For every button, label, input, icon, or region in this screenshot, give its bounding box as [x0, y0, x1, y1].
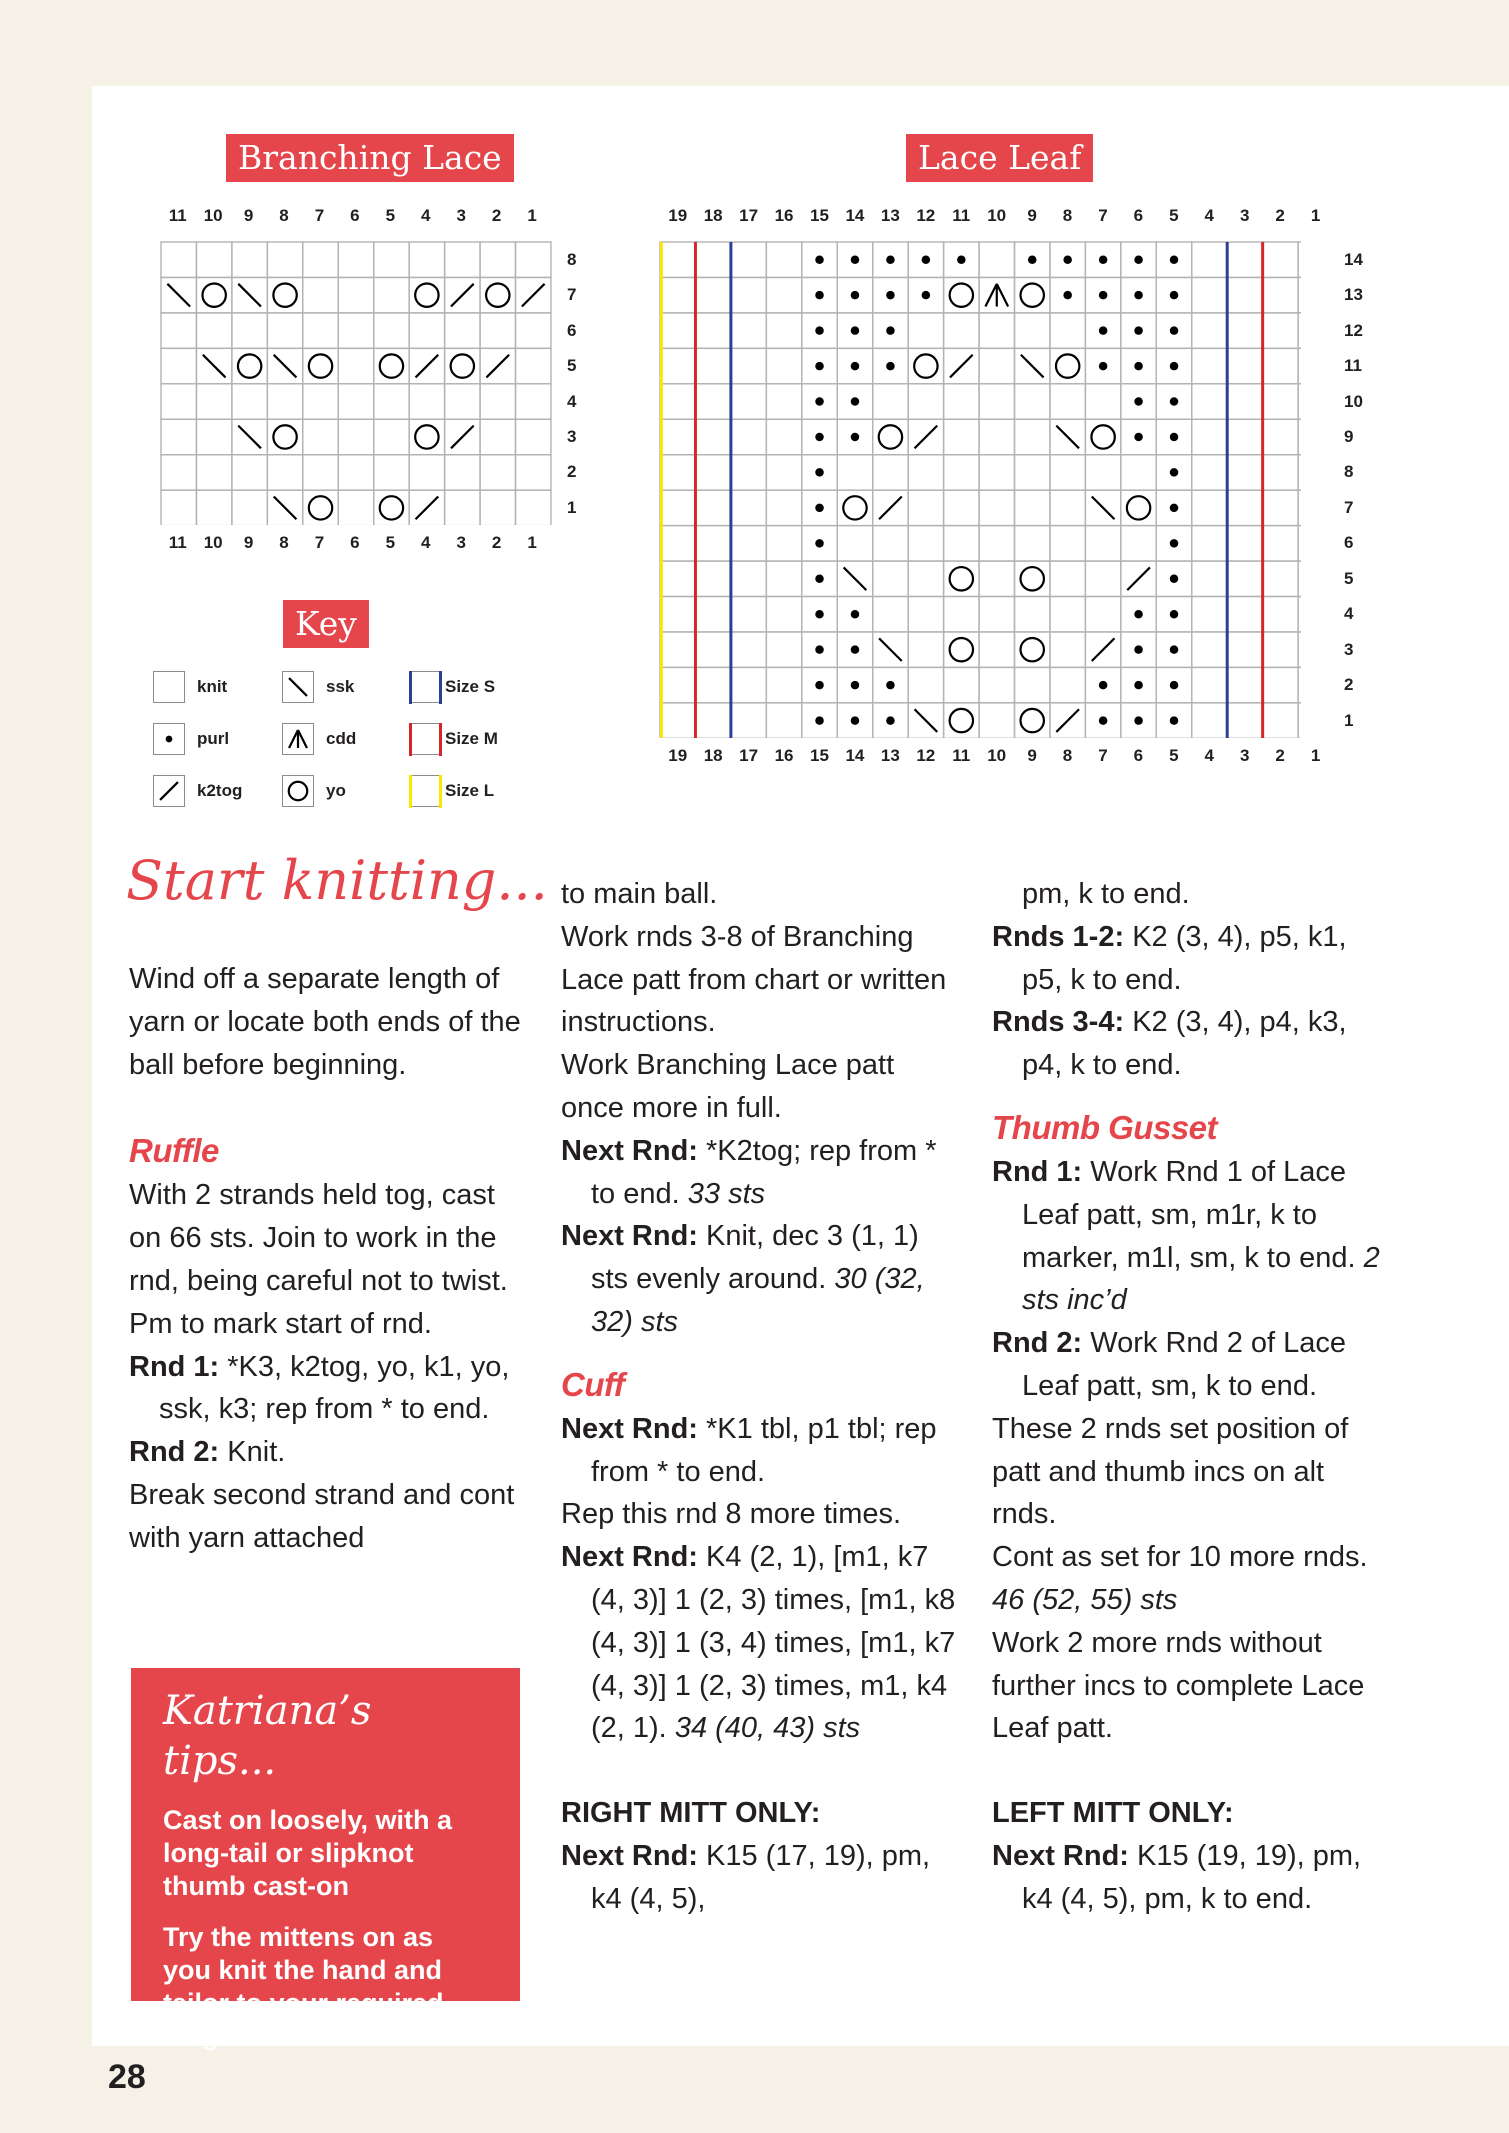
row-number: 8 — [567, 249, 577, 269]
key-label: k2tog — [197, 781, 243, 800]
ruffle-rnd-2 — [129, 1431, 534, 1474]
cdd-symbol — [289, 730, 307, 748]
stitch-number: 16 — [774, 746, 794, 765]
purl-symbol — [886, 255, 895, 264]
ruffle-cast-on: With 2 strands held tog, cast on 66 sts. Join to work in the rnd, being careful not to twist. Pm to mark start of rnd. — [129, 1179, 508, 1340]
key-label: purl — [197, 729, 230, 748]
rnd-label: Rnd 1: — [129, 1350, 220, 1383]
purl-symbol — [1170, 362, 1179, 371]
stitch-number: 8 — [279, 206, 289, 225]
stitch-number: 3 — [1239, 206, 1250, 225]
column-1 — [129, 958, 534, 1560]
row-number: 12 — [1344, 320, 1363, 340]
purl-symbol — [886, 326, 895, 335]
row-number: 9 — [1344, 426, 1354, 446]
stitch-number: 9 — [243, 533, 254, 552]
purl-symbol — [957, 255, 966, 264]
row-number: 2 — [1344, 675, 1354, 695]
row-number: 14 — [1344, 249, 1363, 269]
branching-lace-chart — [160, 241, 552, 525]
rnd-text: K2 (3, 4), p4, k3, p4, k to end. — [1022, 1006, 1347, 1082]
stitch-count: 33 sts — [687, 1177, 766, 1210]
purl-symbol — [1134, 291, 1143, 300]
stitch-number: 2 — [491, 533, 502, 552]
stitch-number: 15 — [810, 746, 829, 765]
purl-symbol — [851, 397, 860, 406]
rnd-text: K15 (17, 19), pm, k4 (4, 5), — [591, 1839, 931, 1915]
right-mitt-continued: pm, k to end. — [1022, 878, 1190, 910]
gusset-rnd-2 — [992, 1322, 1392, 1408]
stitch-number: 9 — [1027, 746, 1037, 765]
stitch-number: 3 — [1239, 746, 1250, 765]
rnd-label: Rnd 1: — [992, 1155, 1083, 1188]
purl-symbol — [851, 716, 860, 725]
row-number: 7 — [1344, 497, 1354, 517]
rnd-text: Knit. — [219, 1436, 286, 1469]
key-label: cdd — [326, 729, 357, 748]
right-mitt-next-rnd — [561, 1835, 961, 1921]
purl-symbol — [1134, 362, 1143, 371]
purl-symbol — [1063, 255, 1072, 264]
purl-symbol — [851, 362, 860, 371]
purl-symbol — [815, 362, 824, 371]
rnd-text: *K1 tbl, p1 tbl; rep from * to end. — [591, 1412, 937, 1488]
ruffle-break-strand: Break second strand and cont with yarn attached — [129, 1478, 515, 1554]
gusset-rnd-1 — [992, 1151, 1392, 1322]
purl-symbol — [1170, 326, 1179, 335]
yo-symbol — [289, 782, 307, 800]
purl-symbol — [1028, 255, 1037, 264]
rnds-3-4 — [992, 1001, 1392, 1087]
gusset-continue-text: Cont as set for 10 more rnds. — [992, 1541, 1368, 1574]
key-item-size-l — [409, 773, 494, 809]
purl-symbol — [851, 681, 860, 690]
purl-symbol — [1099, 291, 1108, 300]
stitch-number: 4 — [421, 206, 431, 225]
stitch-number: 9 — [1027, 206, 1037, 225]
stitch-number: 15 — [810, 206, 829, 225]
purl-symbol — [851, 610, 860, 619]
stitch-number: 6 — [1133, 206, 1144, 225]
tip-1: Cast on loosely, with a long-tail or slipknot thumb cast-on — [163, 1805, 453, 1901]
stitch-number: 10 — [987, 746, 1007, 765]
rnd-text: *K2tog; rep from * to end. — [591, 1134, 937, 1210]
purl-symbol — [815, 610, 824, 619]
right-mitt-heading: RIGHT MITT ONLY: — [561, 1797, 821, 1830]
thumb-gusset-heading: Thumb Gusset — [992, 1108, 1218, 1146]
row-number: 4 — [567, 391, 577, 411]
ssk-symbol — [289, 678, 307, 696]
stitch-number: 10 — [987, 206, 1007, 225]
stitch-number: 5 — [385, 206, 396, 225]
row-number: 13 — [1344, 285, 1363, 305]
purl-symbol — [1134, 326, 1143, 335]
rnd-label: Next Rnd: — [561, 1220, 698, 1253]
cuff-repeat: Rep this rnd 8 more times. — [561, 1498, 902, 1531]
purl-symbol — [1134, 681, 1143, 690]
purl-symbol — [815, 433, 824, 442]
row-number: 1 — [567, 497, 577, 517]
stitch-number: 18 — [703, 746, 723, 765]
stitch-number: 6 — [1133, 746, 1144, 765]
stitch-number: 1 — [1310, 206, 1321, 225]
purl-symbol — [1099, 326, 1108, 335]
stitch-number: 5 — [385, 533, 396, 552]
stitch-number: 2 — [491, 206, 502, 225]
ruffle-heading: Ruffle — [129, 1132, 219, 1170]
branching-lace-stitch-numbers-bottom — [160, 533, 550, 553]
purl-symbol — [1170, 681, 1179, 690]
key-item-yo — [282, 773, 346, 809]
rnd-label: Next Rnd: — [561, 1134, 698, 1167]
purl-symbol — [922, 291, 931, 300]
key-item-size-s — [409, 669, 495, 705]
stitch-number: 12 — [916, 746, 936, 765]
col2-work-rnds: Work rnds 3-8 of Branching Lace patt from chart or written instructions. — [561, 920, 947, 1039]
purl-symbol — [815, 575, 824, 584]
stitch-number: 12 — [916, 206, 936, 225]
lace-leaf-chart — [659, 241, 1301, 738]
purl-symbol — [815, 468, 824, 477]
purl-symbol — [1170, 397, 1179, 406]
key-swatch-size — [409, 671, 441, 703]
purl-symbol — [1134, 645, 1143, 654]
stitch-number: 1 — [1310, 746, 1321, 765]
stitch-number: 4 — [1204, 746, 1215, 765]
stitch-number: 11 — [168, 206, 187, 225]
key-swatch-cdd — [282, 723, 314, 755]
rnd-label: Next Rnd: — [561, 1412, 698, 1445]
col2-main-ball: to main ball. — [561, 878, 718, 910]
stitch-count: 46 (52, 55) sts — [992, 1583, 1178, 1616]
stitch-number: 4 — [421, 533, 431, 552]
col2-next-rnd-1 — [561, 1130, 961, 1216]
stitch-number: 11 — [952, 746, 971, 765]
rnd-text: K4 (2, 1), [m1, k7 (4, 3)] 1 (2, 3) times, [m1, k8 (4, 3)] 1 (3, 4) times, [m1, k7 (4, 3)] 1 (2, 3) times, m1, k4 (2, 1). — [591, 1541, 956, 1745]
key-swatch-size — [409, 723, 441, 755]
purl-symbol — [1134, 255, 1143, 264]
gusset-continue — [992, 1536, 1392, 1622]
purl-symbol — [815, 539, 824, 548]
branching-lace-title: Branching Lace — [226, 134, 514, 182]
row-number: 8 — [1344, 462, 1354, 482]
key-item-k2tog — [153, 773, 242, 809]
key-item-knit — [153, 669, 227, 705]
rnd-text: Knit, dec 3 (1, 1) sts evenly around. — [591, 1220, 919, 1296]
purl-symbol — [1063, 291, 1072, 300]
start-knitting-heading: Start knitting... — [126, 849, 548, 912]
purl-symbol — [1170, 575, 1179, 584]
row-number: 2 — [567, 462, 577, 482]
purl-symbol — [1099, 681, 1108, 690]
purl-symbol — [1099, 716, 1108, 725]
stitch-count: 34 (40, 43) sts — [674, 1712, 861, 1745]
purl-symbol — [815, 504, 824, 513]
column-2 — [561, 873, 961, 1921]
purl-symbol — [1099, 255, 1108, 264]
stitch-number: 8 — [1062, 746, 1073, 765]
purl-symbol — [815, 397, 824, 406]
purl-symbol — [1170, 291, 1179, 300]
rnd-label: Rnd 2: — [992, 1327, 1083, 1360]
stitch-number: 19 — [668, 746, 688, 765]
cuff-next-rnd-1 — [561, 1408, 961, 1494]
stitch-number: 7 — [314, 533, 325, 552]
stitch-number: 6 — [350, 533, 360, 552]
col2-next-rnd-2 — [561, 1215, 961, 1343]
purl-symbol — [1134, 433, 1143, 442]
gusset-set-position: These 2 rnds set position of patt and thumb incs on alt rnds. — [992, 1412, 1349, 1531]
tips-box — [131, 1668, 520, 2051]
stitch-number: 17 — [739, 746, 759, 765]
purl-symbol — [1134, 716, 1143, 725]
key-label: Size S — [445, 677, 496, 696]
key-label: Size M — [445, 729, 498, 748]
column-3 — [992, 873, 1392, 1921]
ruffle-rnd-1 — [129, 1346, 534, 1432]
key-swatch-k2tog — [153, 775, 185, 807]
rnd-text: K15 (19, 19), pm, k4 (4, 5), pm, k to end. — [1022, 1839, 1362, 1915]
rnd-label: Next Rnd: — [561, 1839, 698, 1872]
page-number: 28 — [108, 2058, 146, 2096]
rnd-label: Next Rnd: — [561, 1541, 698, 1574]
stitch-count: 30 (32, 32) sts — [591, 1263, 925, 1338]
row-number: 11 — [1344, 356, 1362, 376]
stitch-number: 5 — [1169, 206, 1179, 225]
rnd-text: Work Rnd 2 of Lace Leaf patt, sm, k to end. — [1022, 1327, 1347, 1402]
key-item-size-m — [409, 721, 498, 757]
cuff-heading: Cuff — [561, 1365, 625, 1403]
purl-symbol — [851, 326, 860, 335]
stitch-number: 11 — [168, 533, 187, 552]
stitch-number: 14 — [845, 206, 865, 225]
stitch-number: 7 — [1098, 206, 1108, 225]
purl-symbol — [815, 645, 824, 654]
tip-2: Try the mittens on as you knit the hand and tailor to your required length — [163, 1922, 444, 2051]
key-label: Size L — [445, 781, 495, 800]
row-number: 6 — [567, 320, 577, 340]
stitch-number: 9 — [243, 206, 254, 225]
purl-symbol — [851, 291, 860, 300]
stitch-number: 10 — [203, 533, 223, 552]
row-number: 4 — [1344, 604, 1354, 624]
purl-symbol — [886, 716, 895, 725]
purl-symbol — [886, 291, 895, 300]
key-item-purl — [153, 721, 229, 757]
row-number: 6 — [1344, 533, 1354, 553]
lace-leaf-stitch-numbers-top — [660, 206, 1333, 226]
purl-symbol — [886, 681, 895, 690]
row-number: 10 — [1344, 391, 1363, 411]
stitch-number: 6 — [350, 206, 360, 225]
key-item-cdd — [282, 721, 356, 757]
stitch-number: 7 — [314, 206, 325, 225]
branching-lace-stitch-numbers-top — [160, 206, 550, 226]
rnd-label: Rnds 3-4: — [992, 1006, 1125, 1039]
purl-symbol — [1170, 433, 1179, 442]
purl-symbol — [922, 255, 931, 264]
row-number: 5 — [1344, 568, 1354, 588]
rnd-text: *K3, k2tog, yo, k1, yo, ssk, k3; rep from * to end. — [159, 1350, 510, 1426]
purl-symbol — [851, 645, 860, 654]
purl-symbol — [1170, 645, 1179, 654]
stitch-number: 13 — [880, 746, 900, 765]
stitch-number: 1 — [527, 533, 537, 552]
key-swatch-yo — [282, 775, 314, 807]
purl-symbol — [815, 255, 824, 264]
purl-symbol — [815, 716, 824, 725]
purl-symbol — [1134, 397, 1143, 406]
stitch-number: 3 — [456, 533, 466, 552]
stitch-count: 2 sts inc’d — [1022, 1241, 1380, 1317]
purl-symbol — [1170, 610, 1179, 619]
key-label: yo — [326, 781, 346, 800]
stitch-number: 14 — [845, 746, 865, 765]
row-number: 1 — [1344, 710, 1354, 730]
rnd-label: Rnds 1-2: — [992, 920, 1125, 953]
stitch-number: 1 — [527, 206, 537, 225]
row-number: 3 — [1344, 639, 1354, 659]
k2tog-symbol — [160, 782, 178, 800]
key-label: knit — [197, 677, 228, 696]
rnd-text: K2 (3, 4), p5, k1, p5, k to end. — [1022, 920, 1347, 996]
gusset-complete: Work 2 more rnds without further incs to complete Lace Leaf patt. — [992, 1626, 1365, 1745]
row-number: 5 — [567, 356, 577, 376]
purl-symbol — [886, 362, 895, 371]
purl-symbol — [815, 681, 824, 690]
stitch-number: 13 — [880, 206, 900, 225]
stitch-number: 11 — [952, 206, 971, 225]
purl-symbol — [815, 326, 824, 335]
purl-symbol — [1170, 539, 1179, 548]
rnd-label: Next Rnd: — [992, 1839, 1129, 1872]
purl-symbol — [166, 736, 173, 743]
tips-title: Katriana’s tips... — [163, 1688, 372, 1784]
key-swatch-knit — [153, 671, 185, 703]
stitch-number: 8 — [279, 533, 289, 552]
lace-leaf-title: Lace Leaf — [906, 134, 1093, 182]
stitch-number: 3 — [456, 206, 466, 225]
purl-symbol — [1170, 716, 1179, 725]
rnd-label: Rnd 2: — [129, 1436, 220, 1469]
lace-leaf-stitch-numbers-bottom — [660, 746, 1333, 766]
key-title: Key — [283, 600, 369, 648]
rnds-1-2 — [992, 916, 1392, 1002]
key-label: ssk — [326, 677, 355, 696]
stitch-number: 19 — [668, 206, 688, 225]
col2-work-patt: Work Branching Lace patt once more in full. — [561, 1049, 895, 1124]
stitch-number: 7 — [1098, 746, 1108, 765]
purl-symbol — [1170, 504, 1179, 513]
row-number: 3 — [567, 426, 577, 446]
key-item-ssk — [282, 669, 354, 705]
key-swatch-ssk — [282, 671, 314, 703]
purl-symbol — [851, 255, 860, 264]
purl-symbol — [1134, 610, 1143, 619]
rnd-text: Work Rnd 1 of Lace Leaf patt, sm, m1r, k to marker, m1l, sm, k to end. — [1022, 1155, 1364, 1274]
purl-symbol — [1170, 255, 1179, 264]
purl-symbol — [1099, 362, 1108, 371]
stitch-number: 2 — [1275, 206, 1285, 225]
stitch-number: 17 — [739, 206, 759, 225]
stitch-number: 8 — [1062, 206, 1073, 225]
stitch-number: 10 — [203, 206, 223, 225]
stitch-number: 2 — [1275, 746, 1285, 765]
purl-symbol — [851, 433, 860, 442]
key-swatch-purl — [153, 723, 185, 755]
purl-symbol — [815, 291, 824, 300]
row-number: 7 — [567, 285, 577, 305]
left-mitt-heading: LEFT MITT ONLY: — [992, 1797, 1234, 1830]
cuff-next-rnd-2 — [561, 1536, 961, 1750]
stitch-number: 5 — [1169, 746, 1179, 765]
stitch-number: 18 — [703, 206, 723, 225]
key-swatch-size — [409, 775, 441, 807]
left-mitt-next-rnd — [992, 1835, 1392, 1921]
stitch-number: 4 — [1204, 206, 1215, 225]
intro-paragraph: Wind off a separate length of yarn or locate both ends of the ball before beginning. — [129, 963, 521, 1081]
stitch-number: 16 — [774, 206, 794, 225]
purl-symbol — [1170, 468, 1179, 477]
